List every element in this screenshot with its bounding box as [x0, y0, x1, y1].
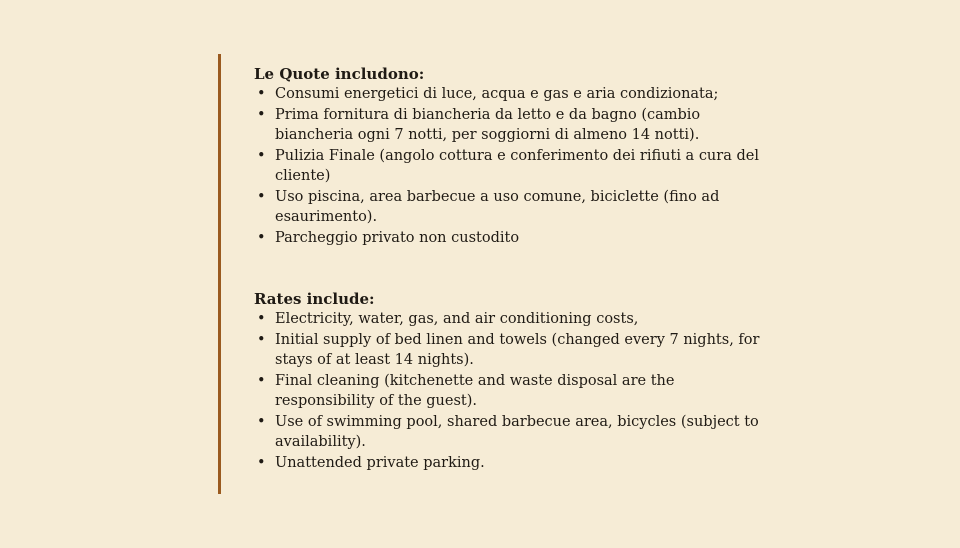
rates-info-panel: [254, 64, 774, 473]
bullet-icon: •: [257, 106, 266, 123]
section-spacer: [254, 248, 774, 289]
bullet-icon: •: [257, 413, 266, 430]
english-section: [254, 289, 774, 473]
english-list: [254, 309, 774, 473]
list-item: [254, 187, 774, 228]
list-item: [254, 453, 774, 474]
bullet-icon: •: [257, 311, 266, 327]
list-item-text: Electricity, water, gas, and air conditioning costs,: [275, 311, 639, 327]
list-item: [254, 105, 774, 146]
accent-vertical-bar: [218, 54, 221, 494]
list-item: [254, 412, 774, 453]
bullet-icon: •: [257, 454, 266, 471]
list-item: [254, 146, 774, 187]
italian-section-title: Le Quote includono:: [254, 65, 425, 83]
bullet-icon: •: [257, 372, 266, 389]
list-item-text: Use of swimming pool, shared barbecue area, bicycles (subject to availability).: [275, 413, 759, 450]
bullet-icon: •: [257, 229, 266, 246]
list-item-text: Unattended private parking.: [275, 454, 485, 471]
list-item: [254, 371, 774, 412]
list-item: [254, 84, 774, 105]
bullet-icon: •: [257, 86, 266, 102]
list-item: [254, 309, 774, 330]
bullet-icon: •: [257, 188, 266, 205]
italian-section: [254, 64, 774, 248]
list-item: [254, 228, 774, 249]
italian-list: [254, 84, 774, 248]
list-item-text: Prima fornitura di biancheria da letto e da bagno (cambio biancheria ogni 7 notti, per soggiorni di almeno 14 notti).: [275, 106, 701, 143]
list-item-text: Final cleaning (kitchenette and waste disposal are the responsibility of the guest).: [275, 372, 675, 409]
list-item-text: Consumi energetici di luce, acqua e gas e aria condizionata;: [275, 86, 719, 102]
list-item-text: Parcheggio privato non custodito: [275, 229, 520, 246]
list-item-text: Pulizia Finale (angolo cottura e conferimento dei rifiuti a cura del cliente): [275, 147, 759, 184]
bullet-icon: •: [257, 331, 266, 348]
list-item: [254, 330, 774, 371]
list-item-text: Uso piscina, area barbecue a uso comune, biciclette (fino ad esaurimento).: [275, 188, 720, 225]
bullet-icon: •: [257, 147, 266, 164]
english-section-title: Rates include:: [254, 290, 375, 308]
list-item-text: Initial supply of bed linen and towels (changed every 7 nights, for stays of at least 14 nights).: [275, 331, 760, 368]
